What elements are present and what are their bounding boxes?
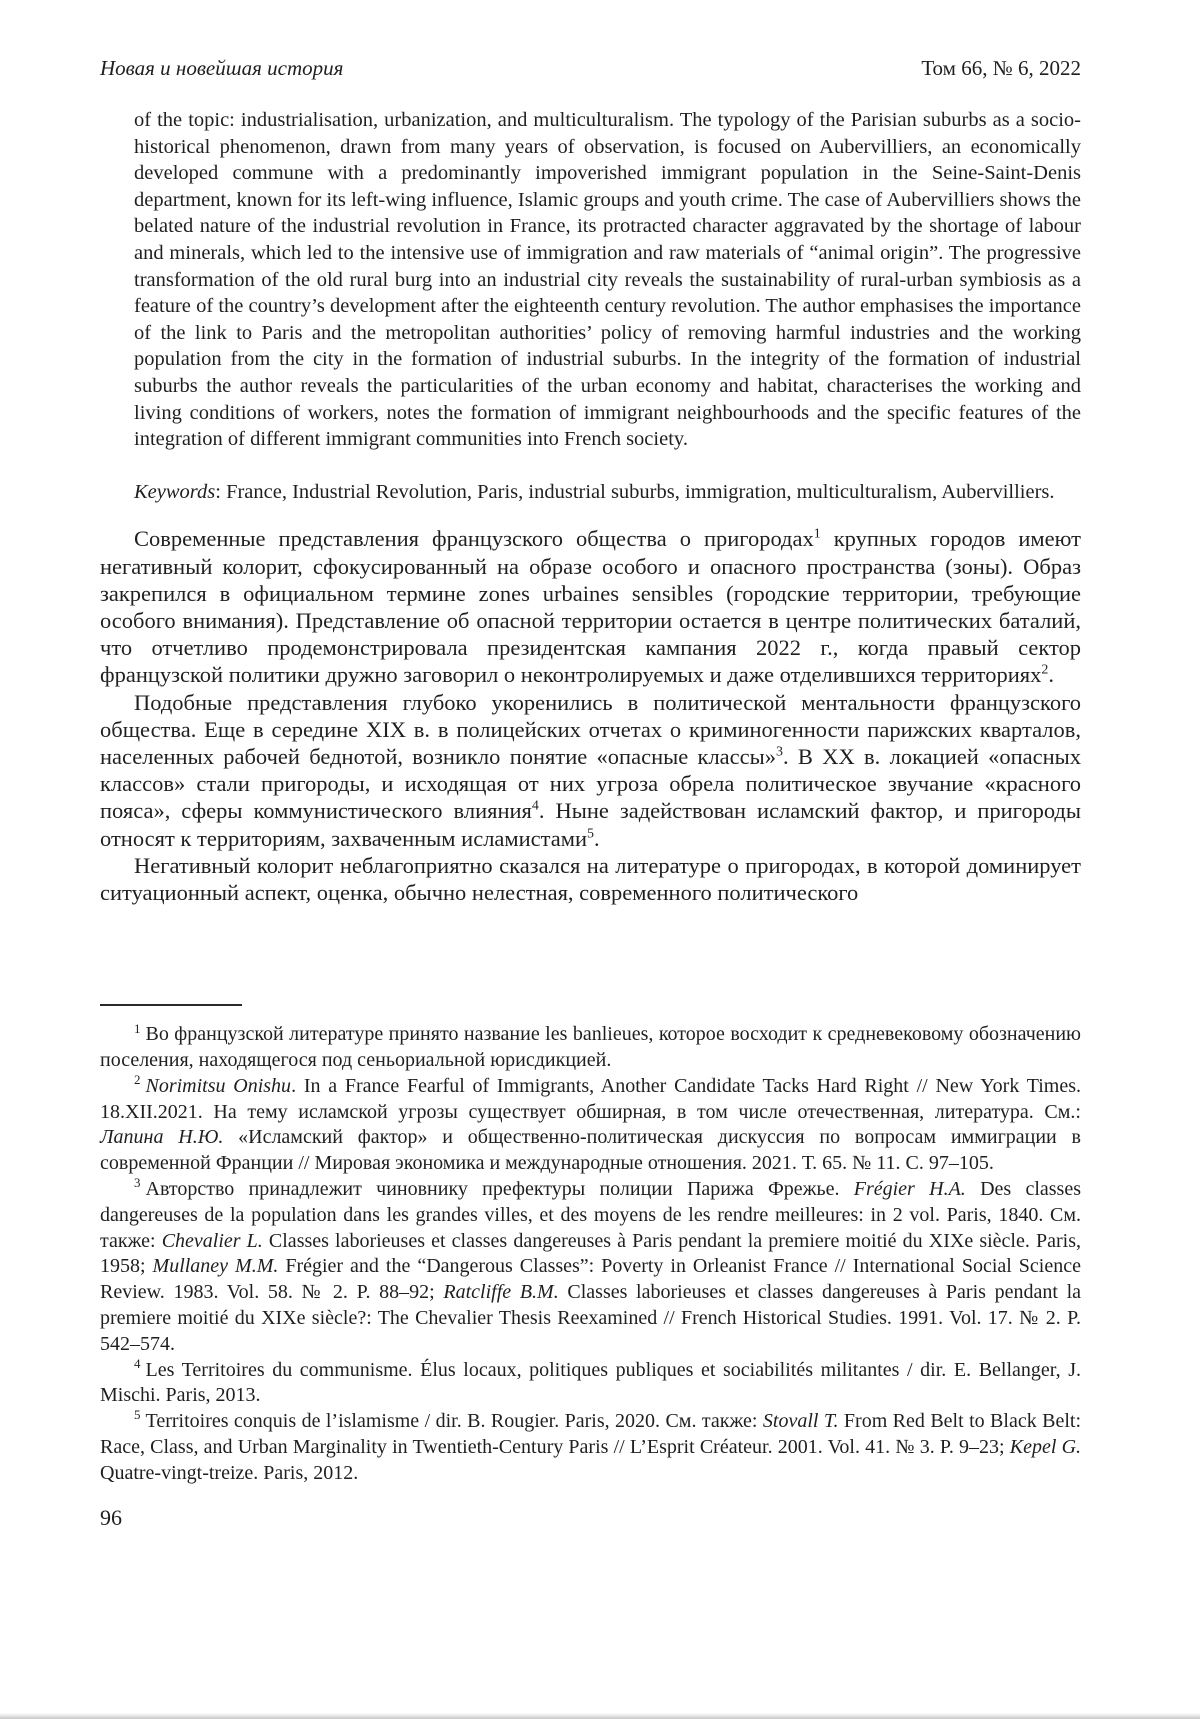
issue-info: Том 66, № 6, 2022 (921, 56, 1081, 80)
footnote-text: Во французской литературе принято название les banlieues, которое восходит к средневековому обозначению поселения, находящегося под сеньориальной юрисдикцией. (100, 1023, 1081, 1071)
footnote (100, 1409, 1081, 1486)
page-header (100, 56, 1081, 81)
article-body (100, 525, 1081, 906)
abstract-text: of the topic: industrialisation, urbanization, and multiculturalism. The typology of the Parisian suburbs as a socio-historical phenomenon, drawn from many years of observation, is focused on Aubervilliers, an economically developed commune with a predominantly impoverished immigrant population in the Seine-Saint-Denis department, known for its left-wing influence, Islamic groups and youth crime. The case of Aubervilliers shows the belated nature of the industrial revolution in France, its protracted character aggravated by the shortage of labour and minerals, which led to the intensive use of immigration and raw materials of “animal origin”. The progressive transformation of the old rural burg into an industrial city reveals the sustainability of rural-urban symbiosis as a feature of the country’s development after the eighteenth century revolution. The author emphasises the importance of the link to Paris and the metropolitan authorities’ policy of removing harmful industries and the working population from the city in the formation of industrial suburbs. In the integrity of the formation of industrial suburbs the author reveals the particularities of the urban economy and habitat, characterises the working and living conditions of workers, notes the formation of immigrant neighbourhoods and the specific features of the integration of different immigrant communities into French society. (134, 109, 1081, 451)
footnote-number: 4 (134, 1355, 141, 1371)
journal-title: Новая и новейшая история (100, 56, 344, 80)
body-paragraph: Негативный колорит неблагоприятно сказался на литературе о пригородах, в которой доминирует ситуационный аспект, оценка, обычно нелестная, современного политического (100, 852, 1081, 905)
scan-bottom-shadow (0, 1713, 1200, 1719)
footnote-number: 3 (134, 1175, 141, 1191)
footnote-text: Авторство принадлежит чиновнику префектуры полиции Парижа Фрежье. Frégier H.A. Des classes dangereuses de la population dans les grandes villes, et des moyens de les rendre meilleures: in 2 vol. Paris, 1840. См. также: Chevalier L. Classes laborieuses et classes dangereuses à Paris pendant la premiere moitié du XIXe siècle. Paris, 1958; Mullaney M.M. Frégier and the “Dangerous Classes”: Poverty in Orleanist France // International Social Science Review. 1983. Vol. 58. № 2. P. 88–92; Ratcliffe B.M. Classes laborieuses et classes dangereuses à Paris pendant la premiere moitié du XIXe siècle?: The Chevalier Thesis Reexamined // French Historical Studies. 1991. Vol. 17. № 2. P. 542–574. (100, 1177, 1082, 1355)
footnote-number: 5 (134, 1407, 141, 1423)
footnote (100, 1177, 1081, 1358)
footnote-text: Les Territoires du communisme. Élus locaux, politiques publiques et sociabilités militantes / dir. E. Bellanger, J. Mischi. Paris, 2013. (100, 1358, 1081, 1407)
keywords-text: : France, Industrial Revolution, Paris, industrial suburbs, immigration, multiculturalism, Aubervilliers. (215, 480, 1055, 503)
keywords-line (134, 479, 1081, 506)
footnote (100, 1022, 1081, 1074)
keywords-label: Keywords (134, 480, 216, 503)
body-paragraph: Подобные представления глубоко укоренились в политической ментальности французского общества. Еще в середине XIX в. в полицейских отчетах о криминогенности парижских кварталов, населенных рабочей беднотой, возникло понятие «опасные классы»$^3$. В XX в. локацией «опасных классов» стали пригороды, и исходящая от них угроза обрела политическое звучание «красного пояса», сферы коммунистического влияния$^4$. Ныне задействован исламский фактор, и пригороды относят к территориям, захваченным исламистами$^5$. (100, 689, 1081, 851)
body-paragraph: Современные представления французского общества о пригородах$^1$ крупных городов имеют негативный колорит, сфокусированный на образе особого и опасного пространства (зоны). Образ закрепился в официальном термине zones urbaines sensibles (городские территории, требующие особого внимания). Представление об опасной территории остается в центре политических баталий, что отчетливо продемонстрировала президентская кампания 2022 г., когда правый сектор французской политики дружно заговорил о неконтролируемых и даже отделившихся территориях$^2$. (100, 526, 1081, 688)
footnote-number: 1 (134, 1020, 141, 1036)
footnote-text: Territoires conquis de l’islamisme / dir. B. Rougier. Paris, 2020. См. также: Stovall T. From Red Belt to Black Belt: Race, Class, and Urban Marginality in Twentieth-Century Paris // L’Esprit Créateur. 2001. Vol. 41. № 3. P. 9–23; Kepel G. Quatre-vingt-treize. Paris, 2012. (100, 1410, 1082, 1484)
footnote (100, 1074, 1081, 1177)
footnotes-section (100, 1022, 1081, 1486)
footnote-number: 2 (134, 1072, 141, 1088)
footnote (100, 1355, 1081, 1410)
footnote-divider (100, 1004, 242, 1006)
footnote-text: Norimitsu Onishu. In a France Fearful of Immigrants, Another Candidate Tacks Hard Right // New York Times. 18.XII.2021. На тему исламской угрозы существует обширная, в том числе отечественная, литература. См.: Лапина Н.Ю. «Исламский фактор» и общественно-политическая дискуссия по вопросам иммиграции в современной Франции // Мировая экономика и международные отношения. 2021. Т. 65. № 11. С. 97–105. (100, 1074, 1081, 1175)
page-number: 96 (100, 1504, 122, 1530)
